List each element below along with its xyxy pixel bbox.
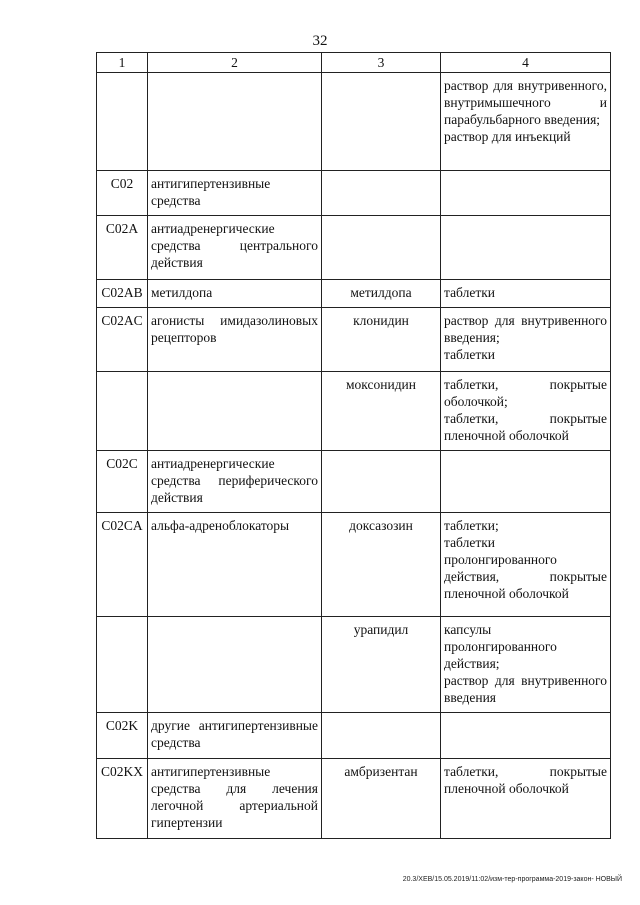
group-name-text: антигипертензивные средства (151, 176, 271, 208)
group-name-text: метилдопа (151, 285, 213, 300)
group-name-cell (148, 713, 322, 759)
atc-code-cell: C02AB (97, 280, 148, 308)
group-name-cell (148, 759, 322, 839)
dosage-form-text: таблетки, покрытые оболочкой; (444, 377, 607, 409)
group-name-text: антиадренергические средства периферического действия (151, 456, 318, 505)
group-name-cell (148, 171, 322, 216)
atc-code-cell: C02CA (97, 513, 148, 617)
group-name-cell (148, 73, 322, 171)
inn-cell (322, 216, 441, 280)
atc-code-cell: C02C (97, 451, 148, 513)
inn-cell: доксазозин (322, 513, 441, 617)
group-name-cell (148, 451, 322, 513)
dosage-form-cell (441, 372, 611, 451)
dosage-form-cell (441, 216, 611, 280)
footer-file-path: 20.3/ХЕВ/15.05.2019/11:02/изм-тер-программа-2019-закон- НОВЫЙ (402, 876, 622, 883)
inn-cell (322, 713, 441, 759)
atc-code-cell: C02K (97, 713, 148, 759)
atc-code-cell (97, 73, 148, 171)
dosage-form-text: таблетки (444, 285, 496, 300)
dosage-form-text: таблетки; (444, 518, 499, 533)
group-name-text: антиадренергические средства центрального действия (151, 221, 318, 270)
inn-cell: амбризентан (322, 759, 441, 839)
atc-code-cell (97, 372, 148, 451)
column-header: 1 (97, 53, 148, 73)
dosage-form-cell (441, 617, 611, 713)
atc-code-cell: C02A (97, 216, 148, 280)
medicines-table (96, 52, 611, 839)
column-header: 3 (322, 53, 441, 73)
inn-cell: моксонидин (322, 372, 441, 451)
atc-code-cell: C02KX (97, 759, 148, 839)
dosage-form-cell (441, 513, 611, 617)
table-row (97, 216, 611, 280)
atc-code-cell (97, 617, 148, 713)
inn-cell: урапидил (322, 617, 441, 713)
dosage-form-cell (441, 308, 611, 372)
group-name-text: агонисты имидазолиновых рецепторов (151, 313, 318, 345)
group-name-cell (148, 216, 322, 280)
dosage-form-text: таблетки (444, 347, 496, 362)
dosage-form-cell (441, 759, 611, 839)
table-row (97, 617, 611, 713)
atc-code-cell: C02AC (97, 308, 148, 372)
table-row (97, 513, 611, 617)
inn-cell (322, 451, 441, 513)
inn-cell: клонидин (322, 308, 441, 372)
dosage-form-text: раствор для инъекций (444, 129, 571, 144)
inn-cell: метилдопа (322, 280, 441, 308)
table-row (97, 280, 611, 308)
table-row (97, 372, 611, 451)
inn-cell (322, 73, 441, 171)
group-name-text: антигипертензивные средства для лечения легочной артериальной гипертензии (151, 764, 318, 830)
table-row (97, 759, 611, 839)
group-name-cell (148, 513, 322, 617)
dosage-form-cell (441, 280, 611, 308)
dosage-form-text: таблетки, покрытые пленочной оболочкой (444, 764, 607, 796)
column-header: 4 (441, 53, 611, 73)
inn-cell (322, 171, 441, 216)
table-row (97, 171, 611, 216)
group-name-cell (148, 308, 322, 372)
table-row (97, 73, 611, 171)
dosage-form-text: таблетки, покрытые пленочной оболочкой (444, 411, 607, 443)
dosage-form-text: таблетки пролонгированного действия, покрытые пленочной оболочкой (444, 535, 607, 601)
group-name-text: другие антигипертензивные средства (151, 718, 318, 750)
dosage-form-text: капсулы пролонгированного действия; (444, 622, 557, 671)
column-header: 2 (148, 53, 322, 73)
dosage-form-text: раствор для внутривенного введения (444, 673, 607, 705)
dosage-form-cell (441, 73, 611, 171)
dosage-form-cell (441, 171, 611, 216)
dosage-form-cell (441, 451, 611, 513)
group-name-text: альфа-адреноблокаторы (151, 518, 290, 533)
atc-code-cell: C02 (97, 171, 148, 216)
group-name-cell (148, 617, 322, 713)
table-header-row (97, 53, 611, 73)
page-number: 32 (312, 33, 328, 49)
table-row (97, 308, 611, 372)
dosage-form-cell (441, 713, 611, 759)
table-row (97, 713, 611, 759)
group-name-cell (148, 280, 322, 308)
group-name-cell (148, 372, 322, 451)
dosage-form-text: раствор для внутривенного введения; (444, 313, 607, 345)
table-row (97, 451, 611, 513)
dosage-form-text: раствор для внутривенного, внутримышечного и парабульбарного введения; (444, 78, 607, 127)
